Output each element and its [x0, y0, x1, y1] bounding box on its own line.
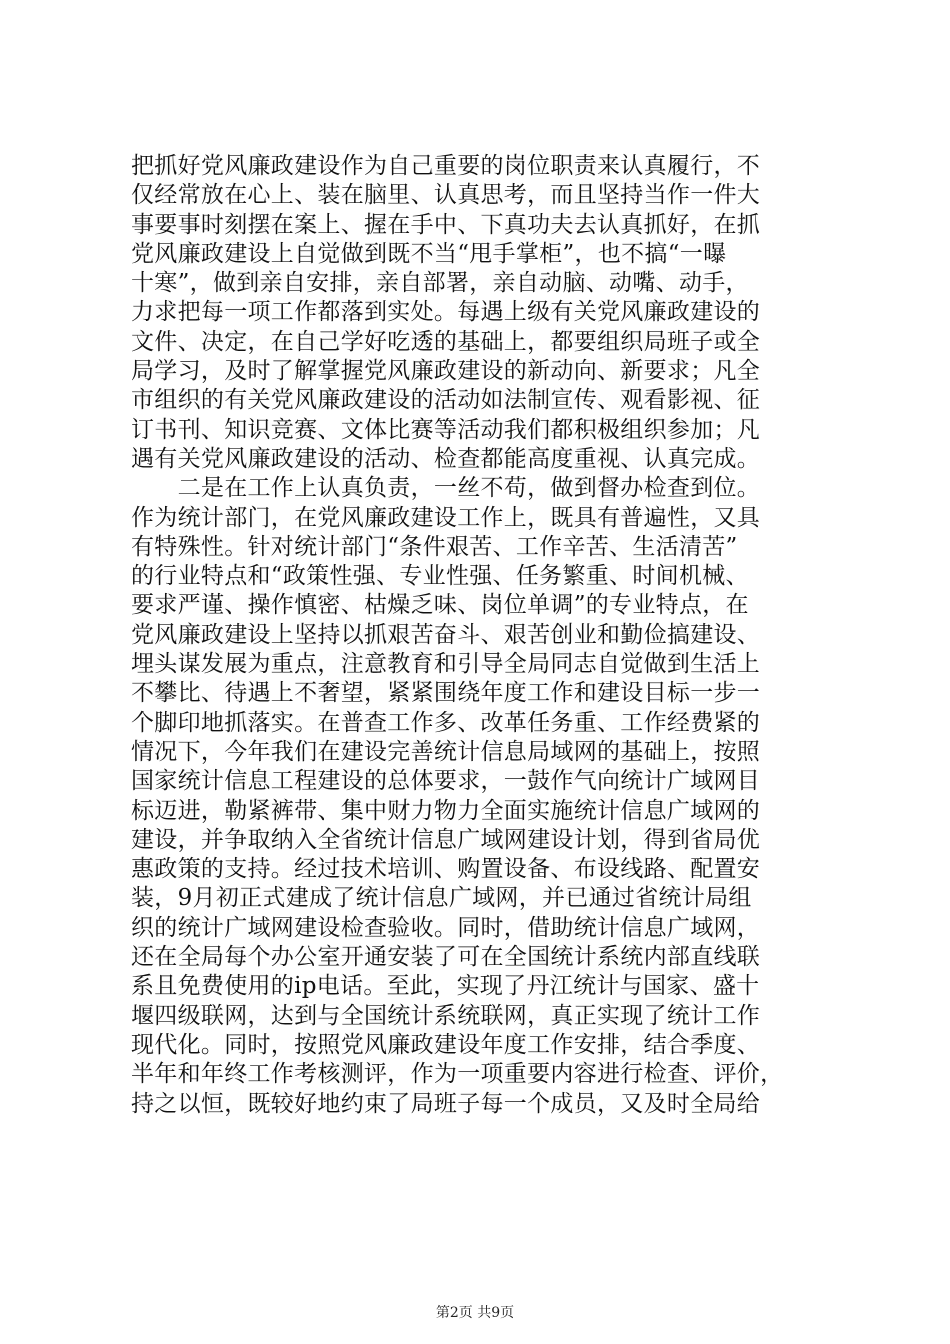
text-line-25: 惠政策的支持。经过技术培训、购置设备、布设线路、配置安 — [131, 856, 761, 883]
text-line-5: 十寒”，做到亲自安排，亲自部署，亲自动脑、动嘴、动手， — [131, 270, 749, 297]
text-line-26: 装，9月初正式建成了统计信息广域网，并已通过省统计局组 — [131, 885, 752, 912]
text-line-33: 持之以恒，既较好地约束了局班子每一个成员，又及时全局给 — [131, 1090, 761, 1117]
text-line-29: 系且免费使用的ip电话。至此，实现了丹江统计与国家、盛十 — [131, 973, 760, 1000]
text-line-14: 有特殊性。针对统计部门“条件艰苦、工作辛苦、生活清苦” — [131, 533, 738, 560]
text-line-13: 作为统计部门，在党风廉政建设工作上，既具有普遍性，又具 — [131, 504, 761, 531]
text-line-7: 文件、决定，在自己学好吃透的基础上，都要组织局班子或全 — [131, 328, 761, 355]
text-line-32: 半年和年终工作考核测评，作为一项重要内容进行检查、评价， — [131, 1061, 784, 1088]
text-line-6: 力求把每一项工作都落到实处。每遇上级有关党风廉政建设的 — [131, 299, 761, 326]
text-line-3: 事要事时刻摆在案上、握在手中、下真功夫去认真抓好，在抓 — [131, 211, 761, 238]
text-line-22: 国家统计信息工程建设的总体要求，一鼓作气向统计广域网目 — [131, 768, 761, 795]
text-line-17: 党风廉政建设上坚持以抓艰苦奋斗、艰苦创业和勤俭搞建设、 — [131, 621, 761, 648]
text-line-24: 建设，并争取纳入全省统计信息广域网建设计划，得到省局优 — [131, 826, 761, 853]
text-line-1: 把抓好党风廉政建设作为自己重要的岗位职责来认真履行，不 — [131, 153, 761, 179]
text-line-9: 市组织的有关党风廉政建设的活动如法制宣传、观看影视、征 — [131, 387, 761, 414]
text-line-2: 仅经常放在心上、装在脑里、认真思考，而且坚持当作一件大 — [131, 182, 761, 209]
text-line-28: 还在全局每个办公室开通安装了可在全国统计系统内部直线联 — [131, 944, 761, 971]
text-line-11: 遇有关党风廉政建设的活动、检查都能高度重视、认真完成。 — [131, 445, 761, 472]
text-line-30: 堰四级联网，达到与全国统计系统联网，真正实现了统计工作 — [131, 1002, 761, 1029]
text-line-4: 党风廉政建设上自觉做到既不当“甩手掌柜”，也不搞“一曝 — [131, 240, 727, 267]
text-line-20: 个脚印地抓落实。在普查工作多、改革任务重、工作经费紧的 — [131, 709, 761, 736]
text-line-31: 现代化。同时，按照党风廉政建设年度工作安排，结合季度、 — [131, 1031, 761, 1058]
text-line-18: 埋头谋发展为重点，注意教育和引导全局同志自觉做到生活上 — [131, 651, 761, 678]
text-line-8: 局学习，及时了解掌握党风廉政建设的新动向、新要求；凡全 — [131, 358, 761, 385]
text-line-15: 的行业特点和“政策性强、专业性强、任务繁重、时间机械、 — [131, 563, 749, 590]
text-line-12: 二是在工作上认真负责，一丝不苟，做到督办检查到位。 — [131, 475, 761, 502]
text-line-10: 订书刊、知识竞赛、文体比赛等活动我们都积极组织参加；凡 — [131, 416, 761, 443]
page-number-footer: 第2页 共9页 — [435, 1305, 515, 1321]
text-line-27: 织的统计广域网建设检查验收。同时，借助统计信息广域网， — [131, 914, 761, 941]
text-line-23: 标迈进，勒紧裤带、集中财力物力全面实施统计信息广域网的 — [131, 797, 761, 824]
text-line-21: 情况下，今年我们在建设完善统计信息局域网的基础上，按照 — [131, 738, 761, 765]
body-text — [131, 152, 831, 1119]
text-line-16: 要求严谨、操作慎密、枯燥乏味、岗位单调”的专业特点，在 — [131, 592, 749, 619]
text-line-19: 不攀比、待遇上不奢望，紧紧围绕年度工作和建设目标一步一 — [131, 680, 761, 707]
